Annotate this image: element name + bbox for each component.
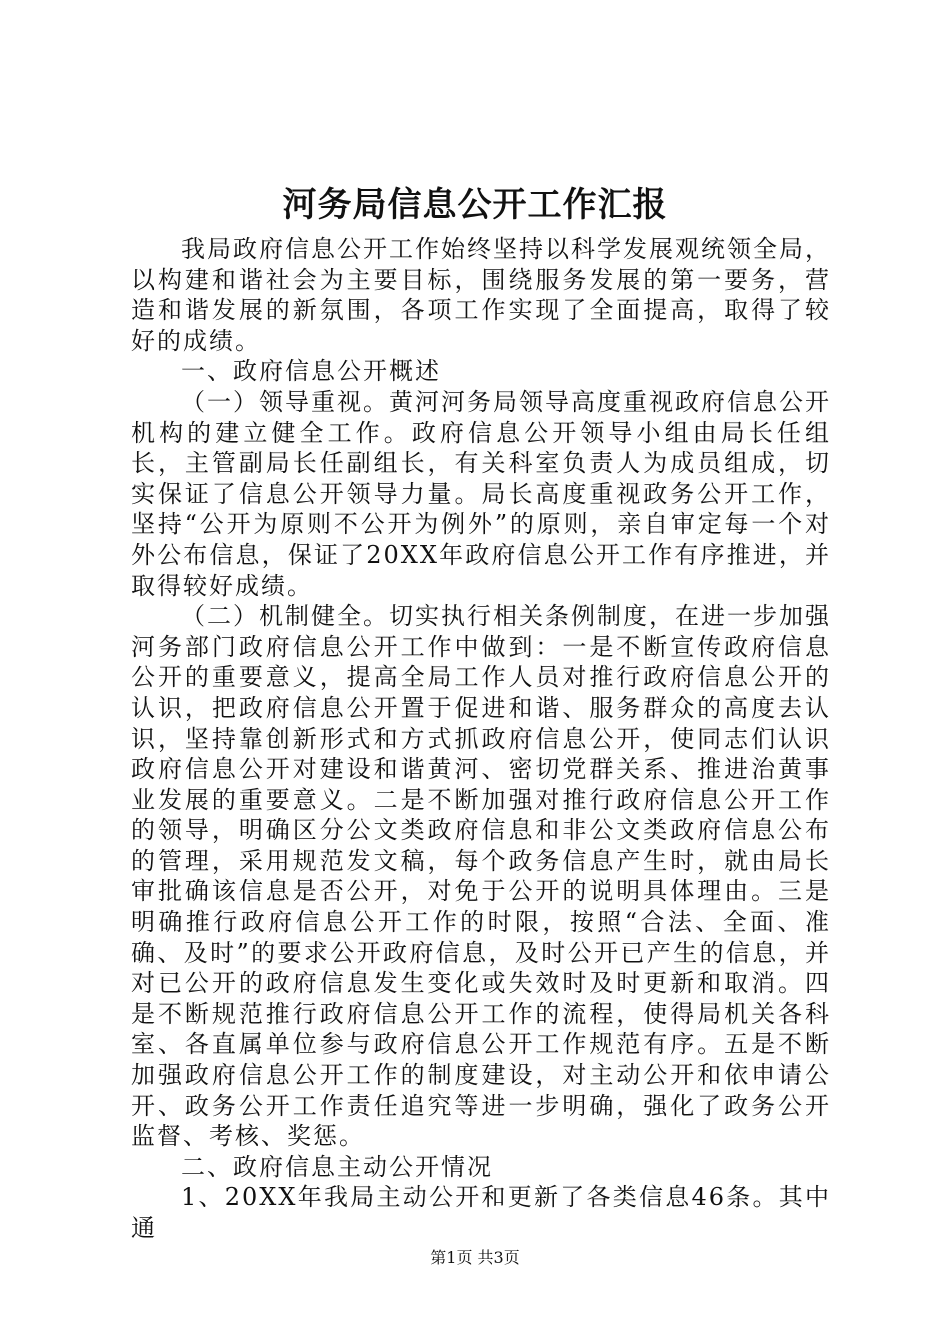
section-heading-1: 一、政府信息公开概述 [181, 357, 441, 386]
document-body [131, 234, 831, 1244]
paragraph-mechanism: （二）机制健全。切实执行相关条例制度，在进一步加强河务部门政府信息公开工作中做到：一是不断宣传政府信息公开的重要意义，提高全局工作人员对推行政府信息公开的认识，把政府信息公开置于促进和谐、服务群众的高度去认识，坚持靠创新形式和方式抓政府信息公开，使同志们认识政府信息公开对建设和谐黄河、密切党群关系、推进治黄事业发展的重要意义。二是不断加强对推行政府信息公开工作的领导，明确区分公文类政府信息和非公文类政府信息公布的管理，采用规范发文稿，每个政务信息产生时，就由局长审批确该信息是否公开，对免于公开的说明具体理由。三是明确推行政府信息公开工作的时限，按照“合法、全面、准确、及时”的要求公开政府信息，及时公开已产生的信息，并对已公开的政府信息发生变化或失效时及时更新和取消。四是不断规范推行政府信息公开工作的流程，使得局机关各科室、各直属单位参与政府信息公开工作规范有序。五是不断加强政府信息公开工作的制度建设，对主动公开和依申请公开、政务公开工作责任追究等进一步明确，强化了政务公开监督、考核、奖惩。 [131, 602, 831, 1151]
document-title: 河务局信息公开工作汇报 [282, 185, 668, 225]
paragraph-intro: 我局政府信息公开工作始终坚持以科学发展观统领全局，以构建和谐社会为主要目标，围绕服务发展的第一要务，营造和谐发展的新氛围，各项工作实现了全面提高，取得了较好的成绩。 [131, 235, 831, 355]
section-heading-2: 二、政府信息主动公开情况 [181, 1152, 493, 1181]
page-footer: 第1页 共3页 [430, 1248, 520, 1267]
paragraph-leadership: （一）领导重视。黄河河务局领导高度重视政府信息公开机构的建立健全工作。政府信息公开领导小组由局长任组长，主管副局长任副组长，有关科室负责人为成员组成，切实保证了信息公开领导力量。局长高度重视政务公开工作，坚持“公开为原则不公开为例外”的原则，亲自审定每一个对外公布信息，保证了20XX年政府信息公开工作有序推进，并取得较好成绩。 [131, 387, 831, 600]
paragraph-disclosure-count: 1、20XX年我局主动公开和更新了各类信息46条。其中通 [131, 1183, 831, 1242]
